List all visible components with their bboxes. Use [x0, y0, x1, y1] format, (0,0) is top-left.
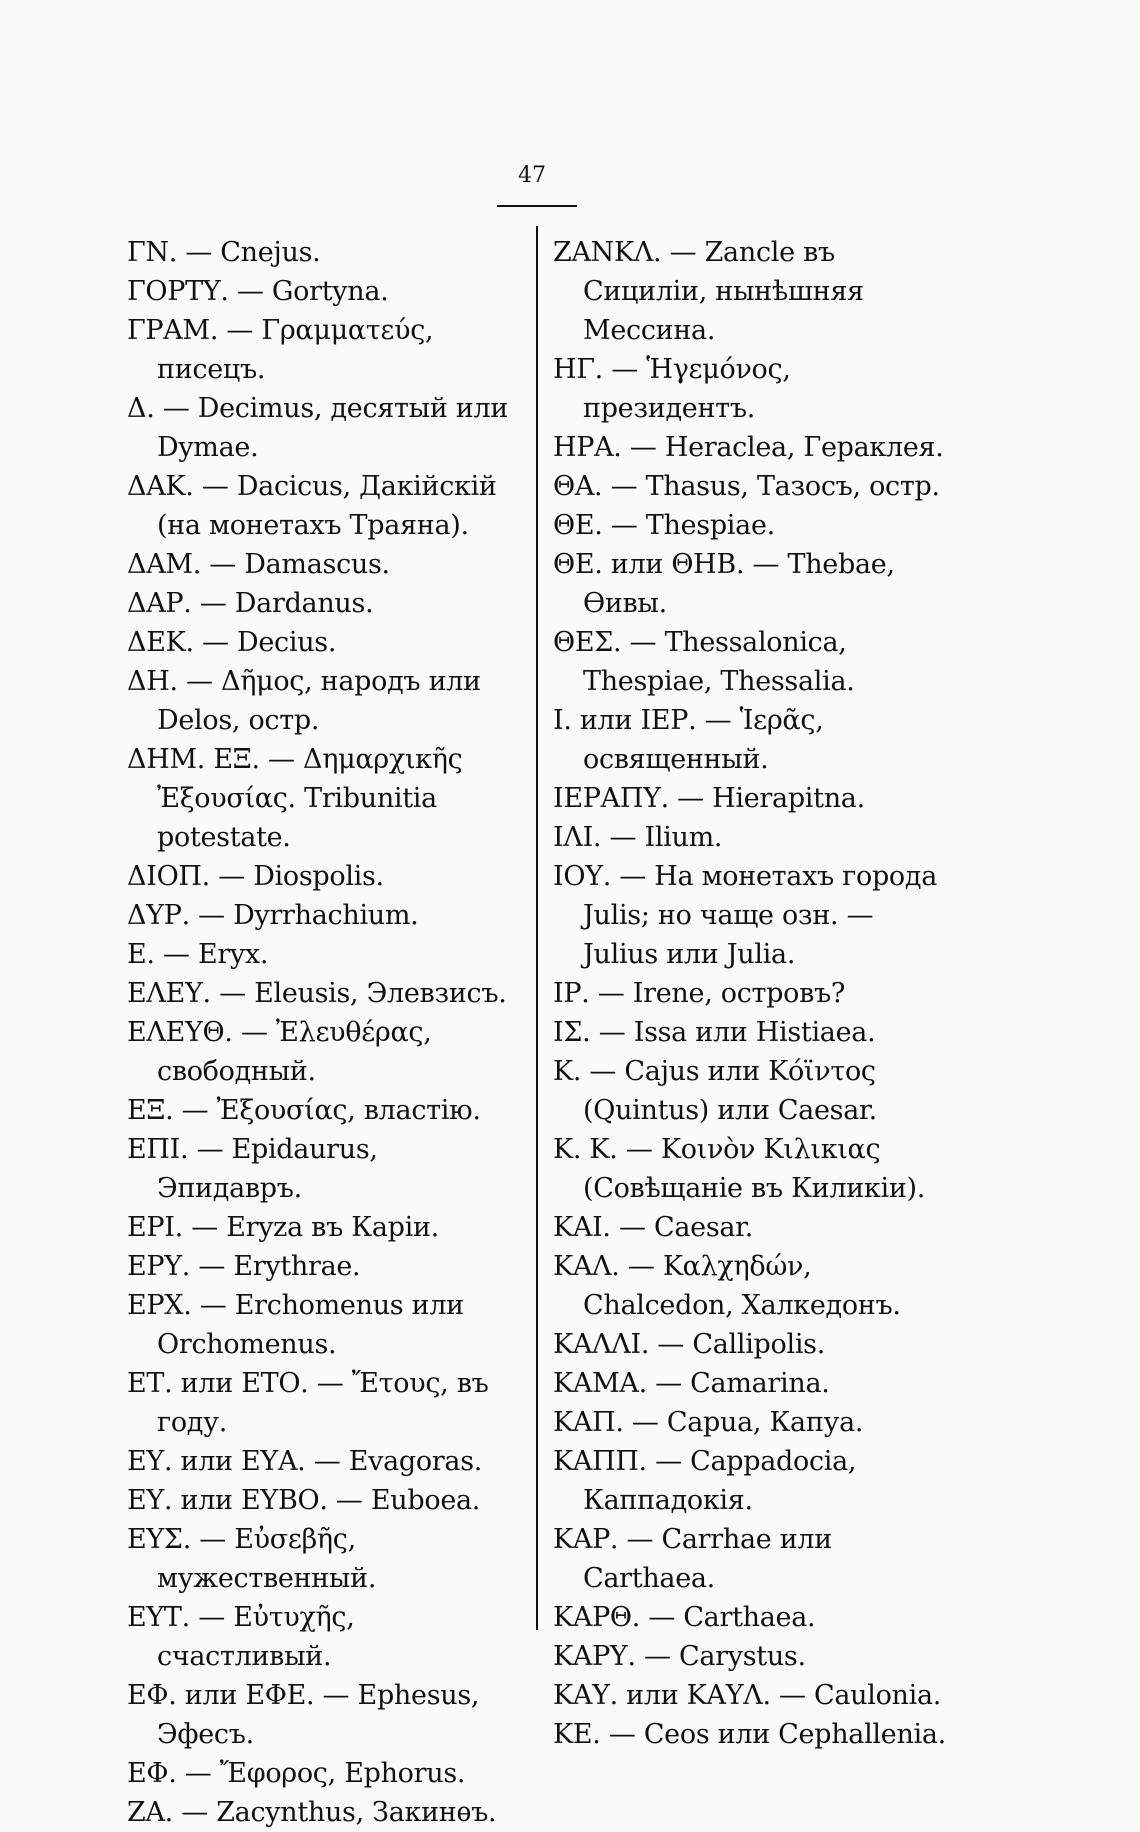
dictionary-entry: ΔΑΜ. — Damascus.	[127, 549, 390, 580]
dictionary-entry: ΗΡΑ. — Heraclea, Гераклея.	[553, 432, 944, 463]
dictionary-entry: ΚΑΡ. — Carrhae или Carthaea.	[553, 1524, 832, 1594]
dictionary-entry: ΚΑΠ. — Capua, Капуа.	[553, 1407, 864, 1438]
dictionary-entry: ΚΑΙ. — Caesar.	[553, 1212, 754, 1243]
dictionary-entry: ΚΑΥ. или ΚΑΥΛ. — Caulonia.	[553, 1680, 942, 1711]
dictionary-entry: ΙΣ. — Issa или Histiaea.	[553, 1017, 876, 1048]
dictionary-entry: ΕΡΥ. — Erythrae.	[127, 1251, 361, 1282]
dictionary-entry: ΚΑΛΛΙ. — Callipolis.	[553, 1329, 825, 1360]
dictionary-entry: ΚΑΡΥ. — Carystus.	[553, 1641, 806, 1672]
header-rule	[497, 205, 577, 207]
dictionary-entry: ΙΕΡΑΠΥ. — Hierapitna.	[553, 783, 865, 814]
dictionary-entry: ΔΑΡ. — Dardanus.	[127, 588, 374, 619]
dictionary-entry: Ι. или ΙΕΡ. — Ἱερᾶς, освященный.	[553, 705, 824, 775]
page-number: 47	[518, 163, 546, 188]
right-column	[553, 233, 951, 1754]
dictionary-entry: ΕΤ. или ΕΤΟ. — Ἔτους, въ году.	[127, 1368, 489, 1438]
left-column	[127, 233, 523, 1832]
dictionary-entry: ΔΥΡ. — Dyrrhachium.	[127, 900, 419, 931]
dictionary-entry: ΕΥΤ. — Εὐτυχῆς, счастливый.	[127, 1602, 355, 1672]
dictionary-entry: ΔΙΟΠ. — Diospolis.	[127, 861, 384, 892]
dictionary-entry: ΕΡΧ. — Erchomenus или Orchomenus.	[127, 1290, 464, 1360]
dictionary-entry: ΓΡΑΜ. — Γραμματεύς, писецъ.	[127, 315, 434, 385]
dictionary-entry: ΕΥΣ. — Εὐσεβῆς, мужественный.	[127, 1524, 377, 1594]
dictionary-entry: ΕΦ. или ΕΦΕ. — Ephesus, Эфесъ.	[127, 1680, 480, 1750]
dictionary-entry: ΚΑΛ. — Καλχηδών, Chalcedon, Халкедонъ.	[553, 1251, 901, 1321]
dictionary-entry: ΙΡ. — Irene, островъ?	[553, 978, 846, 1009]
dictionary-entry: ΘΕΣ. — Thessalonica, Thespiae, Thessalia.	[553, 627, 855, 697]
dictionary-entry: ΗΓ. — Ἡγεμόνος, президентъ.	[553, 354, 791, 424]
dictionary-entry: Κ. Κ. — Κοινὸν Κιλικιας (Совѣщаніе въ Киликіи).	[553, 1134, 926, 1204]
dictionary-entry: ΓΝ. — Cnejus.	[127, 237, 321, 268]
dictionary-entry: ΕΡΙ. — Eryza въ Каріи.	[127, 1212, 439, 1243]
dictionary-entry: ΙΟΥ. — На монетахъ города Julis; но чаще озн. — Julius или Julia.	[553, 861, 938, 970]
dictionary-entry: ΘΑ. — Thasus, Тазосъ, остр.	[553, 471, 940, 502]
dictionary-entry: ΘΕ. — Thespiae.	[553, 510, 775, 541]
dictionary-entry: Δ. — Decimus, десятый или Dymae.	[127, 393, 509, 463]
dictionary-entry: ΕΞ. — Ἐξουσίας, властію.	[127, 1095, 481, 1126]
dictionary-entry: ΙΛΙ. — Ilium.	[553, 822, 723, 853]
dictionary-entry: ΔΕΚ. — Decius.	[127, 627, 337, 658]
dictionary-entry: ΔΗ. — Δῆμος, народъ или Delos, остр.	[127, 666, 481, 736]
dictionary-entry: ΖΑΝΚΛ. — Zancle въ Сициліи, нынѣшняя Мессина.	[553, 237, 864, 346]
dictionary-entry: ΔΑΚ. — Dacicus, Дакійскій (на монетахъ Траяна).	[127, 471, 497, 541]
dictionary-entry: ΕΠΙ. — Epidaurus, Эпидавръ.	[127, 1134, 378, 1204]
dictionary-entry: ΕΥ. или ΕΥΒΟ. — Euboea.	[127, 1485, 481, 1516]
dictionary-entry: ΚΑΡΘ. — Carthaea.	[553, 1602, 816, 1633]
dictionary-entry: ΚΕ. — Ceos или Cephallenia.	[553, 1719, 946, 1750]
dictionary-entry: Κ. — Cajus или Κόϊντος (Quintus) или Caesar.	[553, 1056, 877, 1126]
dictionary-entry: ΕΛΕΥ. — Eleusis, Элевзисъ.	[127, 978, 507, 1009]
dictionary-entry: ΕΥ. или ΕΥΑ. — Evagoras.	[127, 1446, 483, 1477]
dictionary-entry: ΘΕ. или ΘΗΒ. — Thebae, Ѳивы.	[553, 549, 895, 619]
dictionary-entry: ΕΦ. — Ἔφορος, Ephorus.	[127, 1758, 466, 1789]
dictionary-entry: Ε. — Eryx.	[127, 939, 269, 970]
dictionary-entry: ΕΛΕΥΘ. — Ἐλευθέρας, свободный.	[127, 1017, 432, 1087]
dictionary-entry: ΚΑΠΠ. — Cappadocia, Каппадокія.	[553, 1446, 857, 1516]
column-divider	[536, 226, 538, 1630]
dictionary-entry: ΚΑΜΑ. — Camarina.	[553, 1368, 830, 1399]
dictionary-entry: ΓΟΡΤΥ. — Gortyna.	[127, 276, 389, 307]
dictionary-entry: ΖΑ. — Zacynthus, Закинѳъ.	[127, 1797, 497, 1828]
dictionary-entry: ΔΗΜ. ΕΞ. — Δημαρχικῆς Ἐξουσίας. Tribunitia potestate.	[127, 744, 463, 853]
